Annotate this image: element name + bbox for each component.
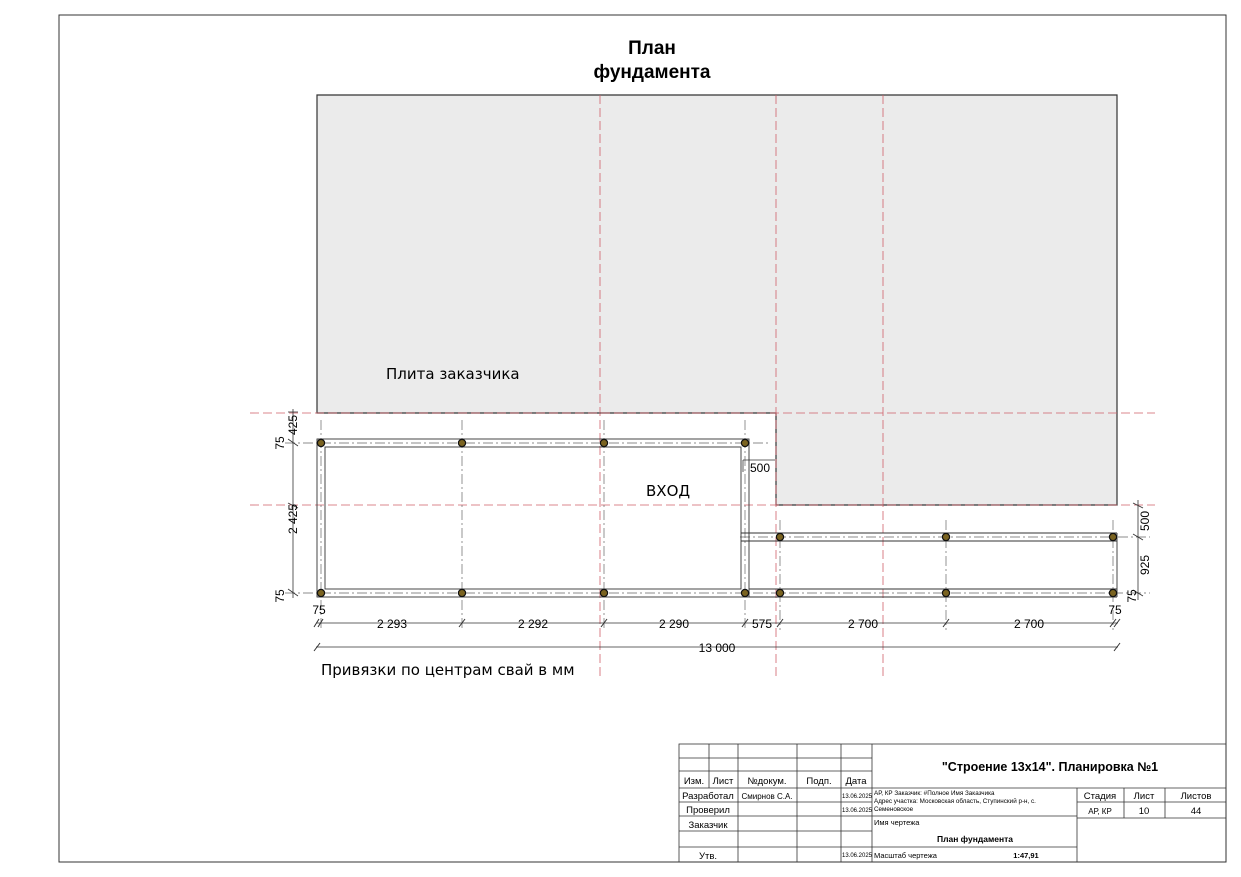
dim-right-925: 925 [1138,554,1152,576]
dim-right-75: 75 [1125,589,1139,603]
tb-date-approved: 13.06.2025 [841,853,873,859]
dim-bottom-75-left: 75 [312,603,326,617]
project-title: "Строение 13х14". Планировка №1 [941,760,1159,774]
dim-left-75-top: 75 [273,436,287,450]
entrance-label: ВХОД [646,482,691,500]
tb-sheets-header: Листов [1180,791,1212,802]
tb-info-line2: Адрес участка: Московская область, Ступинский р-н, с. [874,798,1036,805]
pile [458,589,465,596]
tb-header-change: Изм. [683,776,705,787]
pile [600,439,607,446]
dim-total: 13 000 [698,641,736,655]
tb-role-checker: Проверил [686,805,730,816]
pile [1109,589,1116,596]
tb-date-checker: 13.06.2025 [841,808,873,814]
tb-drawing-name-label: Имя чертежа [874,818,920,827]
pile [600,589,607,596]
tb-stage-header: Стадия [1083,791,1117,802]
pile [458,439,465,446]
tb-scale-label: Масштаб чертежа [874,851,937,860]
tb-info-line3: Семеновское [874,806,914,813]
tb-sheets-value: 44 [1190,806,1202,817]
dim-left-75-bottom: 75 [273,589,287,603]
left-dimension-lines [288,409,298,598]
pile [741,439,748,446]
tb-header-date: Дата [845,776,867,787]
dim-bottom-2700-b: 2 700 [1013,617,1045,631]
pile [1109,533,1116,540]
customer-slab [317,95,1117,505]
pile [942,589,949,596]
tb-sheet-header: Лист [1133,791,1155,802]
dim-right-500: 500 [1138,510,1152,532]
dim-bottom-2293: 2 293 [376,617,408,631]
dim-bottom-2292: 2 292 [517,617,549,631]
tb-role-developer: Разработал [682,791,734,802]
tb-name-developer: Смирнов С.А. [741,792,793,801]
dim-bottom-2290: 2 290 [658,617,690,631]
dim-left-425: 425 [286,414,300,436]
tb-scale-value: 1:47,91 [1013,851,1039,860]
pile [942,533,949,540]
tb-header-signature: Подп. [806,776,832,787]
dim-bottom-2700-a: 2 700 [847,617,879,631]
drawing-title-line2: фундамента [593,62,711,83]
dim-bottom-575: 575 [751,617,773,631]
slab-label: Плита заказчика [386,365,520,383]
tb-role-customer: Заказчик [688,820,728,831]
dim-left-2425: 2 425 [286,503,300,535]
pile [776,589,783,596]
tb-header-doc-no: №докум. [747,776,787,787]
tb-header-sheet: Лист [712,776,734,787]
dim-inner-500: 500 [749,461,771,475]
tb-date-developer: 13.06.2025 [841,794,873,800]
pile [317,589,324,596]
tb-stage-value: АР, КР [1088,807,1112,816]
pile [741,589,748,596]
dimension-note: Привязки по центрам свай в мм [321,661,575,679]
pile [317,439,324,446]
dim-bottom-75-right: 75 [1108,603,1122,617]
tb-drawing-name: План фундамента [936,834,1014,844]
tb-role-approved: Утв. [698,851,718,862]
pile [776,533,783,540]
drawing-title-line1: План [628,38,676,59]
tb-info-line1: АР, КР Заказчик: #Полное Имя Заказчика [874,790,995,797]
tb-sheet-value: 10 [1138,806,1150,817]
